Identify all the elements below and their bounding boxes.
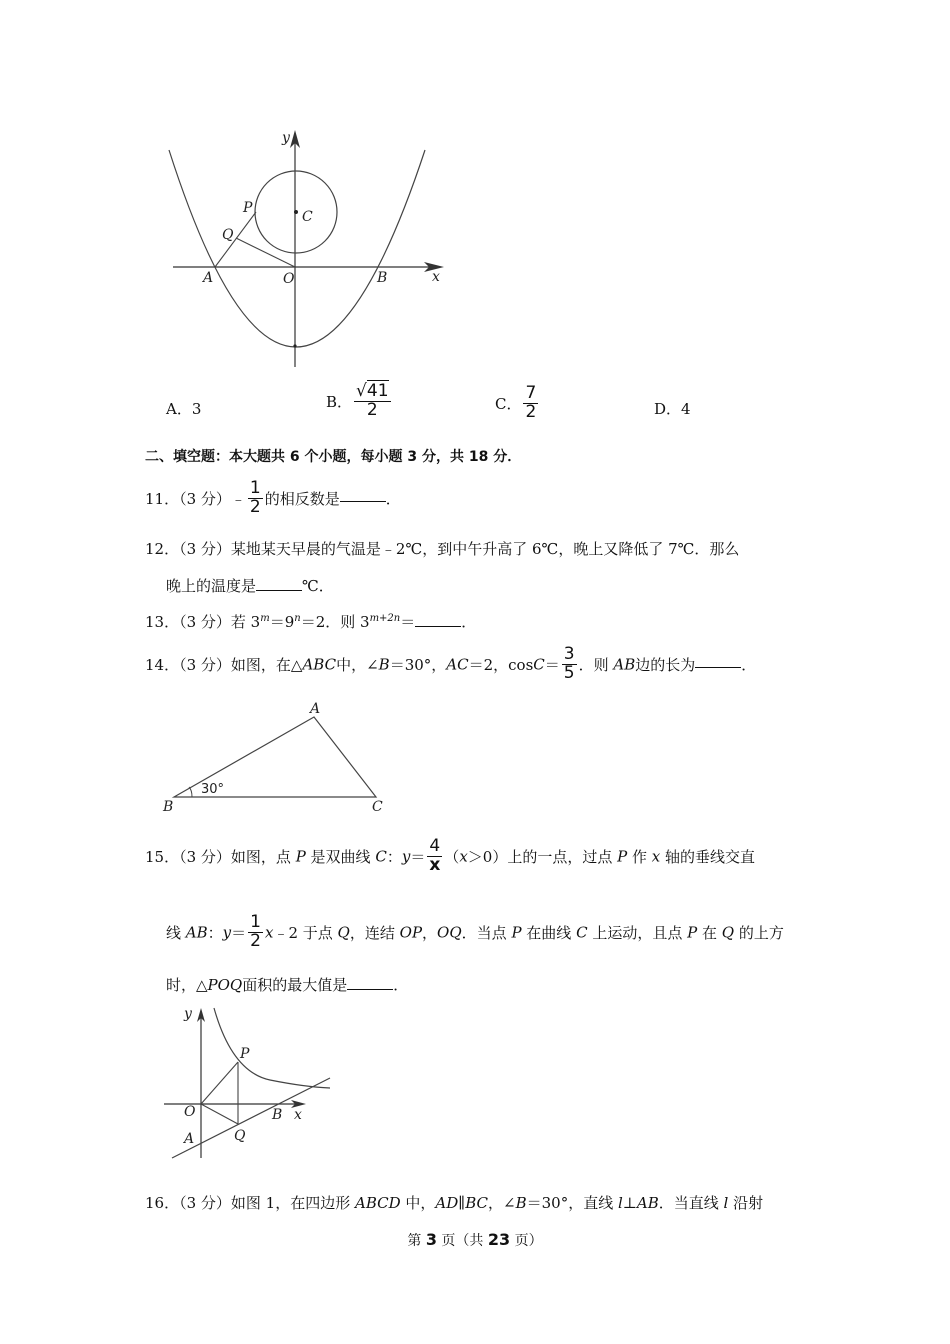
question-12 [145, 538, 739, 559]
q13-eq3: ＝ [400, 613, 416, 631]
q12-text-2a: 晚上的温度是 [166, 577, 257, 595]
q14-b: B [378, 655, 390, 674]
q13-number: 13． [145, 613, 180, 631]
q15-text: 上运动，且点 [587, 923, 688, 942]
q15-text: ＝ [410, 847, 426, 866]
q16-score: （3 分） [179, 1194, 231, 1212]
label-a: A [203, 270, 214, 286]
q15-frac-num: 4 [427, 838, 442, 857]
question-15-line-3 [166, 974, 408, 995]
q14-t5: ＝ [544, 655, 560, 674]
sqrt-radicand: 41 [366, 381, 389, 401]
q13-eq2: ＝2．则 3 [300, 613, 370, 631]
q15-var: P [511, 923, 522, 942]
sqrt-sign: √ [356, 381, 367, 401]
label-y: y [184, 1006, 192, 1022]
q15-fraction-half [248, 914, 263, 951]
q14-number: 14． [145, 655, 180, 674]
q14-frac-den: 5 [563, 662, 575, 683]
q15-text: 是双曲线 [305, 847, 376, 866]
q14-t1: 如图，在△ [230, 655, 303, 674]
page-footer [0, 1230, 950, 1250]
q16-text: ＝30°，直线 [526, 1194, 618, 1212]
q15-text: ， [422, 923, 438, 942]
q13-score: （3 分） [179, 613, 231, 631]
q12-text-1: 某地某天早晨的气温是﹣2℃，到中午升高了 6℃，晚上又降低了 7℃．那么 [230, 540, 740, 558]
q15-text: ，连结 [349, 923, 400, 942]
q11-end: ． [385, 489, 401, 508]
label-p: P [243, 200, 253, 216]
q14-abc: ABC [302, 655, 337, 674]
footer-mid: 页（共 [436, 1233, 488, 1249]
q15-score: （3 分） [179, 847, 231, 866]
q15-var: y [222, 923, 232, 942]
q11-text: 的相反数是 [264, 489, 340, 508]
q14-c: C [533, 655, 545, 674]
q14-ac: AC [446, 655, 469, 674]
q11-fraction [248, 480, 263, 517]
q16-number: 16． [145, 1194, 180, 1212]
q15-var: POQ [207, 976, 243, 994]
q15-text: 线 [166, 923, 186, 942]
q15-text: ＝ [231, 923, 247, 942]
q16-var: AD [435, 1194, 459, 1212]
label-y: y [282, 130, 290, 146]
label-a: A [184, 1131, 195, 1147]
q14-answer-blank[interactable] [695, 666, 741, 668]
q12-score: （3 分） [179, 540, 231, 558]
q16-var: B [515, 1194, 527, 1212]
label-p: P [240, 1046, 250, 1062]
label-b: B [272, 1107, 283, 1123]
q16-text: ∥ [458, 1194, 466, 1212]
section-heading: 二、填空题：本大题共 6 个小题，每小题 3 分，共 18 分． [145, 449, 522, 465]
q15-number: 15． [145, 847, 180, 866]
q16-text: ⊥ [622, 1194, 637, 1212]
q15-frac-den: x [429, 854, 441, 875]
label-c: C [302, 209, 313, 225]
q12-number: 12． [145, 540, 180, 558]
q15-text: ： [207, 923, 223, 942]
q13-answer-blank[interactable] [415, 625, 461, 627]
q11-answer-blank[interactable] [340, 500, 386, 502]
q12-answer-blank[interactable] [256, 589, 302, 591]
q13-exp-m2n: m+2n [369, 613, 401, 624]
option-b-fraction [354, 383, 390, 420]
question-13 [145, 611, 476, 632]
q15-var: AB [185, 923, 208, 942]
q15-var: y [401, 847, 411, 866]
label-o: O [283, 271, 295, 287]
option-c-numerator: 7 [525, 383, 537, 403]
segment-op [201, 1062, 238, 1104]
segment-oq [236, 238, 295, 267]
q11-frac-den: 2 [249, 496, 261, 517]
hyperbola-curve [214, 1008, 330, 1088]
option-b[interactable] [326, 383, 393, 420]
segment-oq [201, 1104, 238, 1124]
q16-var: BC [465, 1194, 488, 1212]
q15-text: ＞0）上的一点，过点 [467, 847, 618, 866]
q15-text: 作 [627, 847, 652, 866]
footer-post: 页） [510, 1233, 543, 1249]
label-q: Q [222, 227, 234, 243]
q15-var: Q [721, 923, 735, 942]
q13-end: ． [461, 613, 477, 631]
option-a-value: 3 [191, 400, 202, 418]
q16-var: l [617, 1194, 623, 1212]
question-15-line-2 [166, 914, 784, 951]
option-b-denominator: 2 [366, 399, 378, 420]
figure-hyperbola [160, 1000, 340, 1165]
q15-text: ﹣2 于点 [273, 923, 338, 942]
label-a: A [310, 701, 321, 717]
question-14 [145, 646, 756, 683]
q15-fraction-4x [427, 838, 442, 875]
q15-text: 在曲线 [521, 923, 577, 942]
label-q: Q [234, 1128, 246, 1144]
option-c-denominator: 2 [525, 401, 537, 422]
q14-t6: ．则 [578, 655, 614, 674]
q15-text: ： [386, 847, 402, 866]
q15-var: P [617, 847, 628, 866]
option-d-label: D． [654, 400, 682, 418]
label-c: C [372, 799, 383, 815]
line-ab [172, 1078, 330, 1158]
q16-var: ABCD [355, 1194, 401, 1212]
q14-t2: 中，∠ [336, 655, 379, 674]
q16-text: ．当直线 [658, 1194, 724, 1212]
option-a-label: A． [166, 400, 192, 418]
q14-frac-num: 3 [563, 644, 575, 664]
option-d-value: 4 [681, 400, 691, 418]
q15-text: 时，△ [166, 976, 208, 994]
parabola-curve [169, 150, 425, 347]
q15-var: C [576, 923, 588, 942]
q11-minus: ﹣ [230, 489, 246, 508]
label-x: x [432, 269, 440, 285]
vertex-point [293, 344, 296, 347]
q15-text: 面积的最大值是 [242, 976, 348, 994]
question-16 [145, 1192, 763, 1213]
footer-pre: 第 [407, 1233, 426, 1249]
q15-var: C [375, 847, 387, 866]
q15-var: Q [337, 923, 350, 942]
q15-frac-den: 2 [250, 930, 261, 951]
q16-text: ，∠ [488, 1194, 516, 1212]
q11-number: 11． [145, 489, 180, 508]
q15-var: x [264, 923, 274, 942]
figure-parabola-circle [160, 120, 450, 375]
q15-var: OQ [437, 923, 462, 942]
q11-frac-num: 1 [249, 478, 261, 498]
q15-text: ．当点 [461, 923, 512, 942]
q14-t7: 边的长为 [635, 655, 696, 674]
q16-text: 如图 1，在四边形 [230, 1194, 355, 1212]
label-b: B [377, 270, 388, 286]
q14-fraction [562, 646, 577, 683]
q15-text: （ [444, 847, 460, 866]
option-b-label: B． [326, 392, 353, 411]
q15-var: x [651, 847, 661, 866]
q14-t3: ＝30°， [389, 655, 447, 674]
q13-eq1: ＝9 [269, 613, 295, 631]
q16-var: AB [636, 1194, 659, 1212]
q16-text: 中， [400, 1194, 436, 1212]
q15-var: P [295, 847, 306, 866]
q15-text: 的上方 [734, 923, 784, 942]
q15-var: OP [399, 923, 423, 942]
label-b: B [163, 799, 174, 815]
option-c[interactable] [495, 385, 540, 422]
label-o: O [184, 1104, 196, 1120]
option-c-fraction [523, 385, 538, 422]
option-c-label: C． [495, 394, 522, 413]
q14-t4: ＝2，cos [468, 655, 534, 674]
q13-exp-n: n [294, 613, 301, 624]
option-d[interactable] [654, 398, 691, 419]
q14-end: ． [741, 655, 757, 674]
q15-frac-num: 1 [250, 912, 261, 932]
q12-text-2b: ℃． [302, 577, 334, 595]
question-11 [145, 480, 401, 517]
label-angle: 30° [201, 782, 225, 797]
q15-var: x [459, 847, 468, 866]
footer-page-number: 3 [425, 1230, 437, 1249]
q15-end: ． [393, 976, 409, 994]
q15-var: P [687, 923, 698, 942]
q13-exp-m: m [260, 613, 270, 624]
q14-score: （3 分） [179, 655, 231, 674]
q15-text: 如图，点 [230, 847, 296, 866]
q15-text: 轴的垂线交直 [660, 847, 755, 866]
q11-score: （3 分） [179, 489, 231, 508]
figure-triangle [155, 695, 395, 815]
option-a[interactable] [166, 398, 201, 419]
footer-total-pages: 23 [487, 1230, 511, 1249]
q16-text: 沿射 [728, 1194, 764, 1212]
q14-ab: AB [613, 655, 636, 674]
q15-answer-blank[interactable] [347, 988, 393, 990]
center-point [294, 210, 298, 214]
q16-var: l [723, 1194, 729, 1212]
question-15-line-1 [145, 838, 755, 875]
q13-pre: 若 3 [230, 613, 261, 631]
label-x: x [294, 1107, 302, 1123]
q15-text: 在 [697, 923, 722, 942]
question-12-line-2 [166, 575, 334, 596]
